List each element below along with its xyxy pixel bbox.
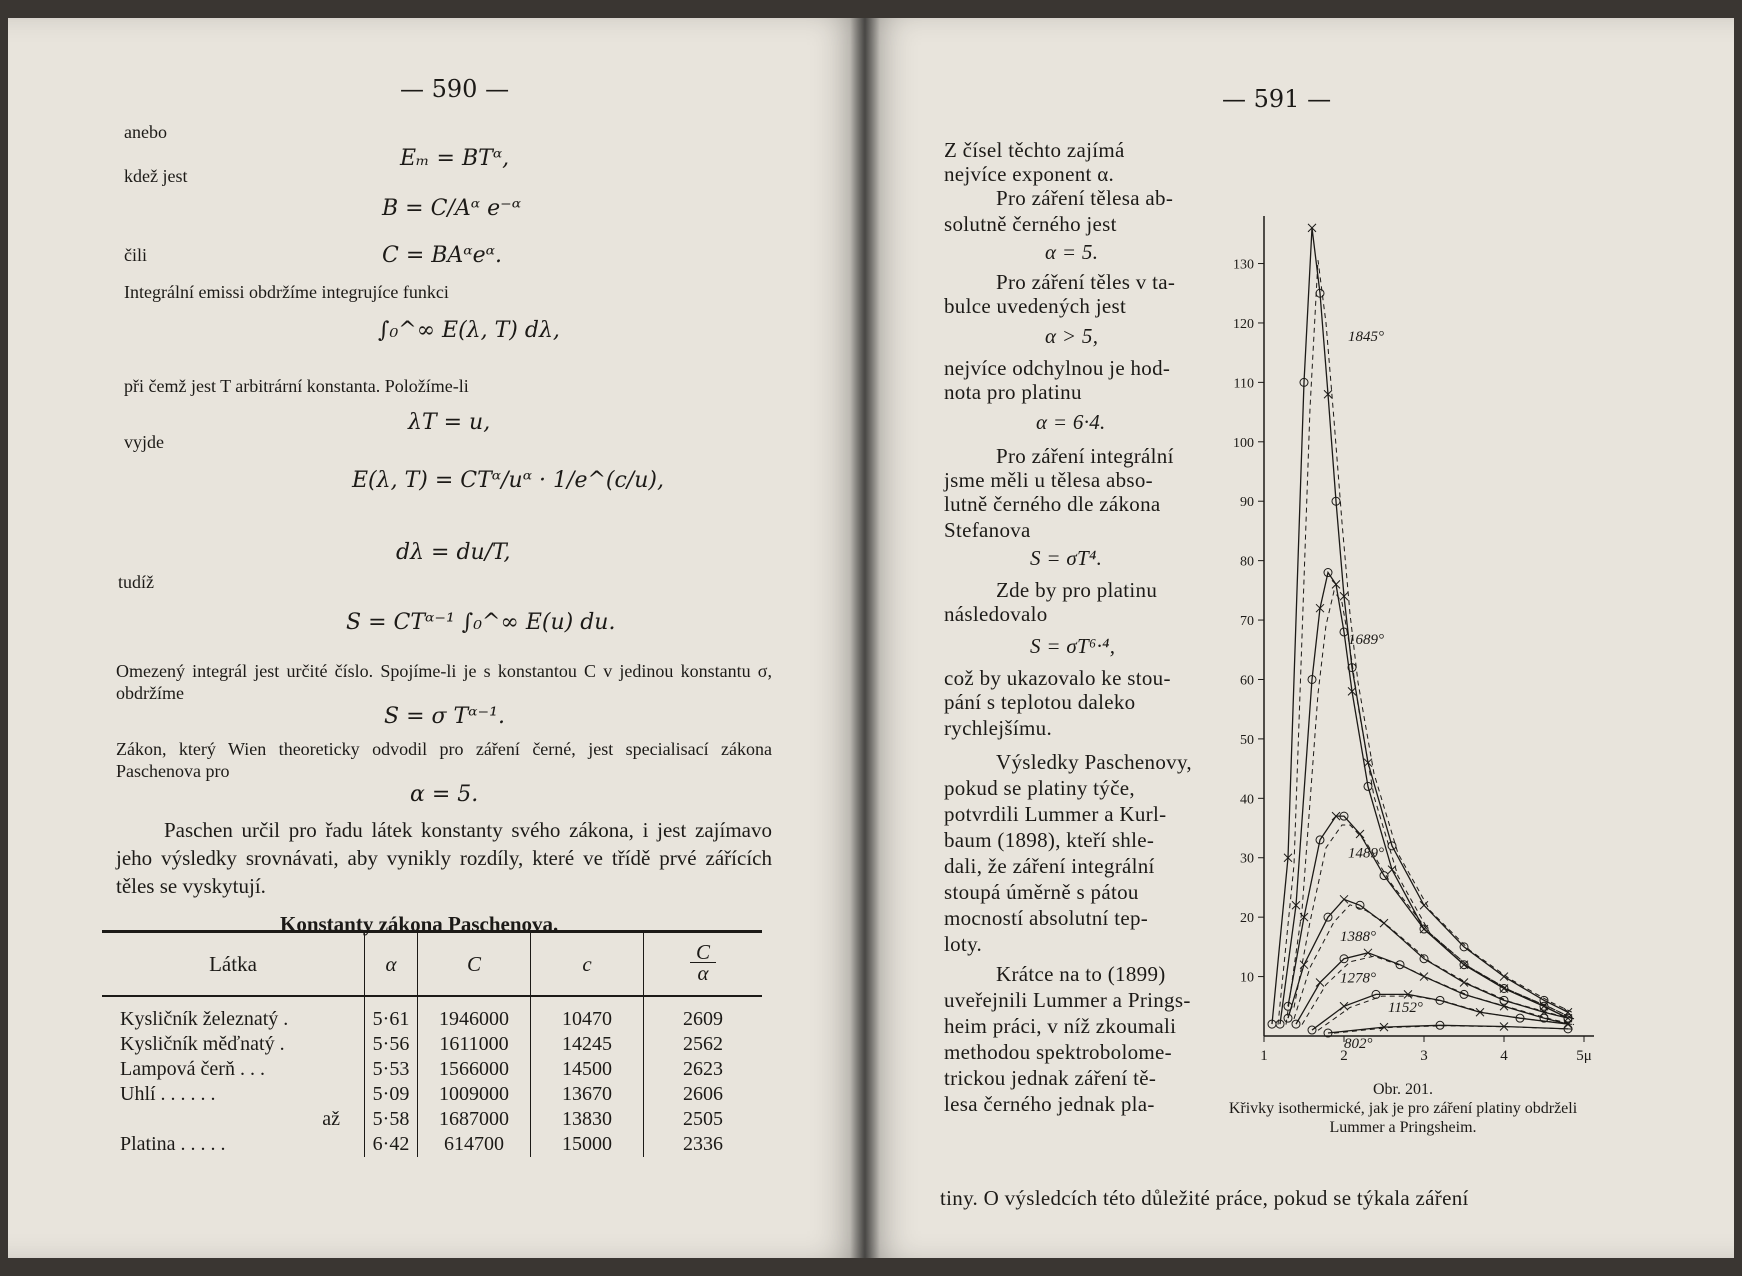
right-text-line: lutně černého dle zákona [944,492,1161,516]
text-tudiz: tudíž [118,572,154,592]
series-line [1288,816,1568,1018]
table-row [102,1132,762,1157]
right-text-line: pání s teplotou daleko [944,690,1136,714]
series-line-dashed [1278,260,1574,1024]
table-row [102,1107,762,1132]
right-text-line: následovalo [944,602,1048,626]
series-line-dashed [1294,825,1574,1019]
y-tick-label: 10 [1240,970,1254,986]
right-text-line: methodou spektrobolome- [944,1040,1172,1064]
data-point-cross [1380,919,1388,927]
table-row [102,1082,762,1107]
table-cell: 5·58 [365,1107,418,1132]
text-omezeny: Omezený integrál jest určité číslo. Spojíme-li je s konstantou C v jedinou konstantu σ, obdržíme [116,661,772,703]
right-text-line: loty. [944,932,983,956]
series-label: 1845° [1348,328,1384,345]
right-text-line: Z čísel těchto zajímá [944,138,1125,162]
right-text-line: α = 6·4. [1036,410,1106,434]
table-cell: 1009000 [418,1082,531,1107]
table-cell: Lampová čerň . . . [120,1058,265,1080]
table-cell: 13670 [531,1082,644,1107]
table-cell: 14245 [531,1032,644,1057]
right-text-line: dali, že záření integrální [944,854,1155,878]
table-cell: 1687000 [418,1107,531,1132]
table-header-latka: Látka [102,933,365,996]
right-text-line: S = σT⁶·⁴, [1030,634,1116,658]
right-text-line: bulce uvedených jest [944,294,1127,318]
equation-8: S = CTᵅ⁻¹ ∫₀^∞ E(u) du. [346,610,616,635]
right-text-line: nejvíce odchylnou je hod- [944,356,1171,380]
page-number-left: — 590 — [400,75,510,103]
caption-number: Obr. 201. [1373,1081,1433,1098]
table-header-C: C [418,933,531,996]
table-cell: až [322,1108,340,1130]
table-cell: 5·09 [365,1082,418,1107]
y-tick-label: 80 [1240,554,1254,570]
y-tick-label: 100 [1233,435,1254,451]
data-point-cross [1316,979,1324,987]
text-anebo: anebo [124,122,167,142]
right-text-line: což by ukazovalo ke stou- [944,666,1171,690]
book-gutter [850,18,880,1258]
equation-10: α = 5. [410,782,479,807]
table-header-C-over-alpha [644,933,763,996]
right-text-line: Stefanova [944,518,1031,542]
table-cell: 14500 [531,1057,644,1082]
table-row [102,996,762,1032]
right-text-line: lesa černého jednak pla- [944,1092,1155,1116]
right-text-line: baum (1898), kteří shle- [944,828,1155,852]
paragraph-paschen: Paschen určil pro řadu látek konstanty svého zákona, i jest zajímavo jeho výsledky srovnávati, aby vynikly rozdíly, které ve třídě prvé zářících těles se vyskytují. [116,818,772,898]
right-text-line: Pro záření integrální [996,444,1174,468]
text-integral-line: Integrální emissi obdržíme integrujíce funkci [124,282,449,302]
y-tick-label: 110 [1233,376,1254,392]
frac-denominator: α [697,961,709,985]
table-cell: 2609 [644,996,763,1032]
y-tick-label: 60 [1240,673,1254,689]
data-point-cross [1300,961,1308,969]
table-cell: 614700 [418,1132,531,1157]
table-row [102,1032,762,1057]
right-text-line: stoupá úměrně s pátou [944,880,1139,904]
series-line-dashed [1294,905,1574,1019]
table-cell: 2623 [644,1057,763,1082]
series-line [1272,228,1568,1024]
series-line [1328,1025,1568,1033]
right-text-line: S = σT⁴. [1030,546,1103,570]
equation-6: E(λ, T) = CTᵅ/uᵅ · 1/e^(c/u), [352,468,664,493]
equation-2: B = C/Aᵅ e⁻ᵅ [382,196,522,221]
table-cell: 2606 [644,1082,763,1107]
right-text-line: nota pro platinu [944,380,1082,404]
x-tick-label: 1 [1260,1048,1268,1064]
right-text-line: jsme měli u tělesa abso- [944,468,1153,492]
figure-caption [1208,1080,1598,1137]
table-cell: 5·56 [365,1032,418,1057]
series-line-dashed [1286,591,1574,1025]
right-text-line: trickou jednak záření tě- [944,1066,1157,1090]
caption-text: Křivky isothermické, jak je pro záření platiny obdrželi Lummer a Pringsheim. [1228,1100,1578,1136]
paschen-constants-table [102,930,762,1157]
x-tick-label: 3 [1420,1048,1428,1064]
table-cell: 10470 [531,996,644,1032]
series-label: 1689° [1348,631,1384,648]
series-label: 1489° [1348,845,1384,862]
equation-1: Eₘ = BTᵅ, [400,146,510,171]
table-cell: Kysličník železnatý . [120,1008,289,1030]
x-tick-label: 5μ [1576,1048,1592,1064]
table-cell: 6·42 [365,1132,418,1157]
right-text-line: solutně černého jest [944,212,1117,236]
right-text-line: heim práci, v níž zkoumali [944,1014,1177,1038]
data-point-cross [1500,984,1508,992]
table-cell: 2505 [644,1107,763,1132]
text-kdez-jest: kdež jest [124,166,188,186]
page-number-right: — 591 — [1222,85,1332,113]
frac-numerator: C [690,942,716,963]
table-cell: Kysličník měďnatý . [120,1033,285,1055]
table-cell: Uhlí . . . . . . [120,1083,216,1105]
data-point-cross [1420,973,1428,981]
right-last-line: tiny. O výsledcích této důležité práce, pokud se týkala záření [940,1186,1469,1210]
right-text-line: Krátce na to (1899) [996,962,1166,986]
data-point-cross [1340,1002,1348,1010]
isotherm-chart [1200,150,1600,1080]
table-row [102,1057,762,1082]
table-cell: 13830 [531,1107,644,1132]
series-label: 1278° [1340,970,1376,987]
text-vyjde: vyjde [124,432,164,452]
y-tick-label: 70 [1240,614,1254,630]
table-cell: 1611000 [418,1032,531,1057]
series-label: 802° [1344,1035,1373,1052]
table-header-c: c [531,933,644,996]
y-tick-label: 120 [1233,316,1254,332]
table-cell: 5·61 [365,996,418,1032]
series-label: 1152° [1388,1000,1423,1017]
equation-9: S = σ Tᵅ⁻¹. [384,704,505,729]
y-tick-label: 30 [1240,851,1254,867]
right-text-line: rychlejšímu. [944,716,1052,740]
y-tick-label: 130 [1233,257,1254,273]
table-cell: 15000 [531,1132,644,1157]
right-text-line: pokud se platiny týče, [944,776,1135,800]
right-text-line: potvrdili Lummer a Kurl- [944,802,1167,826]
table-cell: 2336 [644,1132,763,1157]
y-tick-label: 40 [1240,792,1254,808]
right-text-line: uveřejnili Lummer a Prings- [944,988,1191,1012]
right-text-line: Pro záření tělesa ab- [996,186,1174,210]
right-text-line: Zde by pro platinu [996,578,1158,602]
right-text-line: Výsledky Paschenovy, [996,750,1192,774]
y-tick-label: 90 [1240,495,1254,511]
table-cell: 5·53 [365,1057,418,1082]
table-cell: 1946000 [418,996,531,1032]
series-label: 1388° [1340,928,1376,945]
table-cell: Platina . . . . . [120,1133,226,1155]
right-text-line: nejvíce exponent α. [944,162,1115,186]
data-point-cross [1356,830,1364,838]
right-text-line: α = 5. [1045,240,1099,264]
x-tick-label: 2 [1340,1048,1348,1064]
y-tick-label: 50 [1240,732,1254,748]
equation-4: ∫₀^∞ E(λ, T) dλ, [378,318,560,343]
table-title: Konstanty zákona Paschenova. [280,912,559,936]
text-zakon: Zákon, který Wien theoreticky odvodil pro záření černé, jest specialisací zákona Paschenova pro [116,739,772,781]
equation-3: C = BAᵅeᵅ. [382,243,503,268]
table-cell: 1566000 [418,1057,531,1082]
x-tick-label: 4 [1500,1048,1508,1064]
text-cili: čili [124,245,147,265]
table-header-alpha: α [365,933,418,996]
text-pri-cemz: při čemž jest T arbitrární konstanta. Položíme-li [124,376,469,396]
right-text-line: mocností absolutní tep- [944,906,1149,930]
y-tick-label: 20 [1240,911,1254,927]
data-point-cross [1364,949,1372,957]
equation-5: λT = u, [408,410,491,435]
table-cell: 2562 [644,1032,763,1057]
data-point-cross [1388,866,1396,874]
right-text-line: Pro záření těles v ta- [996,270,1176,294]
equation-7: dλ = du/T, [396,540,511,565]
right-text-line: α > 5, [1045,324,1099,348]
series-line-dashed [1334,1026,1574,1033]
table-header-row [102,933,762,996]
data-point-cross [1340,895,1348,903]
